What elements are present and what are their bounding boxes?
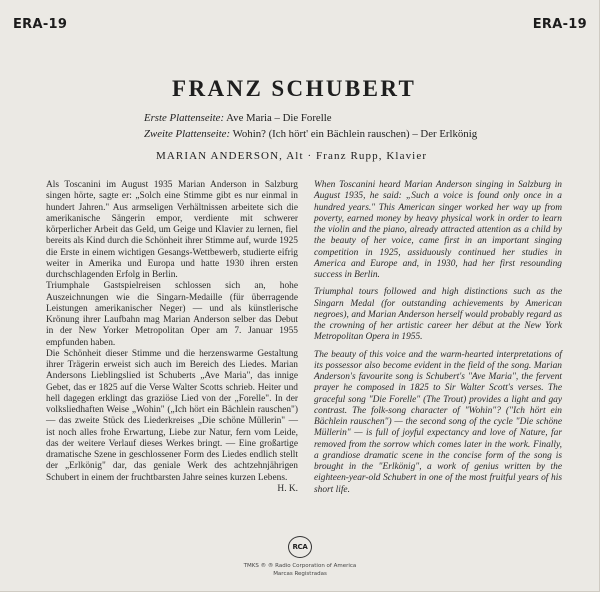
german-paragraph-1: Als Toscanini im August 1935 Marian Anderson in Salzburg singen hörte, sagte er: „Solch eine Stimme gibt es nur einmal in hundert Jahren." Aus armseligen Verhältnissen arbeitete sich die amerikanische Sängerin empor, verdiente mit schwerer körperlicher Arbeit das Geld, um Geige und Klavier zu lernen, fiel bereits als Kind durch die Schönheit ihrer Stimme auf, wurde 1925 die Erste in einem wichtigen Gesangs-Wettbewerb, studierte eifrig weiter in Amerika und Europa und hatte 1930 ihren ersten durchschlagenden Erfolg in Berlin.: [46, 180, 298, 280]
side-one-listing: [144, 112, 332, 124]
side-one-label: Erste Plattenseite:: [144, 112, 225, 124]
german-paragraph-2: Triumphale Gastspielreisen schlossen sich an, hohe Auszeichnungen wie die Singarn-Medaille (für überragende Leistungen amerikanischer Neger) — und als künstlerische Krönung ihrer Laufbahn mag Marian Anderson selber das Debut in der New Yorker Metropolitan Oper am 7. Januar 1955 empfunden haben.: [46, 281, 298, 348]
author-signature: H. K.: [277, 483, 298, 494]
german-paragraph-3-text: Die Schönheit dieser Stimme und die herzenswarme Gestaltung ihrer Trägerin erweist sich auch im Bereich des Liedes. Marian Andersons Lieblingslied ist Schuberts „Ave Maria", das innige Gebet, das er 1825 auf die Verse Walter Scotts schrieb. Heiter und hell dagegen erklingt das graziöse Lied von der „Forelle". In der volksliedhaften Weise „Wohin" („Ich hört ein Bächlein rauschen") — das zweite Stück des Liederkreises „Die schöne Müllerin" — ist noch alles frohe Erwartung, Liebe zur Natur, fern vom Leide, das der weitere Verlauf dieses Werkes bringt. — Eine großartige dramatische Szene in geschlossener Form des Liedes endlich stellt der „Erlkönig" dar, das geniale Werk des achtzehnjährigen Schubert in einem der fruchtbarsten Jahre seines kurzen Lebens.: [46, 348, 298, 483]
english-paragraph-2: Triumphal tours followed and high distinctions such as the Singarn Medal (for outstanding achievements by American negroes), and Marian Anderson herself would probably regard as the crowning of her artistic career her début at the New York Metropolitan Opera in 1955.: [314, 287, 562, 343]
german-paragraph-3: [46, 348, 298, 494]
english-paragraph-3: The beauty of this voice and the warm-hearted interpretations of its possessor also become evident in the field of the song. Marian Anderson's favourite song is Schubert's "Ave Maria", the fervent prayer he composed in 1825 to Sir Walter Scott's verses. The graceful song "Die Forelle" (The Trout) provides a light and gay contrast. The folk-song character of "Wohin"? ("Ich hört ein Bächlein rauschen") — the second song of the cycle "Die schöne Müllerin" — is full of joyful expectancy and love of Nature, far removed from the sorrow which comes later in the work. Finally, a grandiose dramatic scene in the concise form of the song is brought in the "Erlkönig", a work of genius written by the eighteen-year-old Schubert in one of the most fruitful years of his short life.: [314, 349, 562, 495]
rca-logo-icon: [288, 536, 312, 558]
registered-marks-line: Marcas Registradas: [273, 571, 327, 577]
catalog-number-right: ERA-19: [532, 17, 587, 32]
english-liner-notes: [314, 180, 562, 502]
side-one-titles: Ave Maria – Die Forelle: [226, 112, 332, 124]
side-two-listing: [144, 128, 477, 140]
english-paragraph-1: When Toscanini heard Marian Anderson singing in Salzburg in August 1935, he said: „Such a voice is found only once in a hundred years." This American singer worked her way up from poverty, earned money by heavy physical work in order to learn the violin and the piano, already attracted attention as a child by the beauty of her voice, came first in an important singing competition in 1925, assiduously continued her studies in America and Europe and, in 1930, had her first resounding success in Berlin.: [314, 180, 562, 280]
german-liner-notes: [46, 180, 298, 495]
catalog-number-left: ERA-19: [13, 17, 68, 32]
rca-logo-text: RCA: [292, 543, 308, 551]
side-two-titles: Wohin? (Ich hört' ein Bächlein rauschen) – Der Erlkönig: [232, 128, 478, 140]
album-title: FRANZ SCHUBERT: [172, 76, 417, 101]
side-two-label: Zweite Plattenseite:: [144, 128, 231, 140]
trademark-line: TMKS ® ® Radio Corporation of America: [243, 563, 357, 569]
performers-credit: MARIAN ANDERSON, Alt · Franz Rupp, Klavier: [156, 150, 428, 162]
